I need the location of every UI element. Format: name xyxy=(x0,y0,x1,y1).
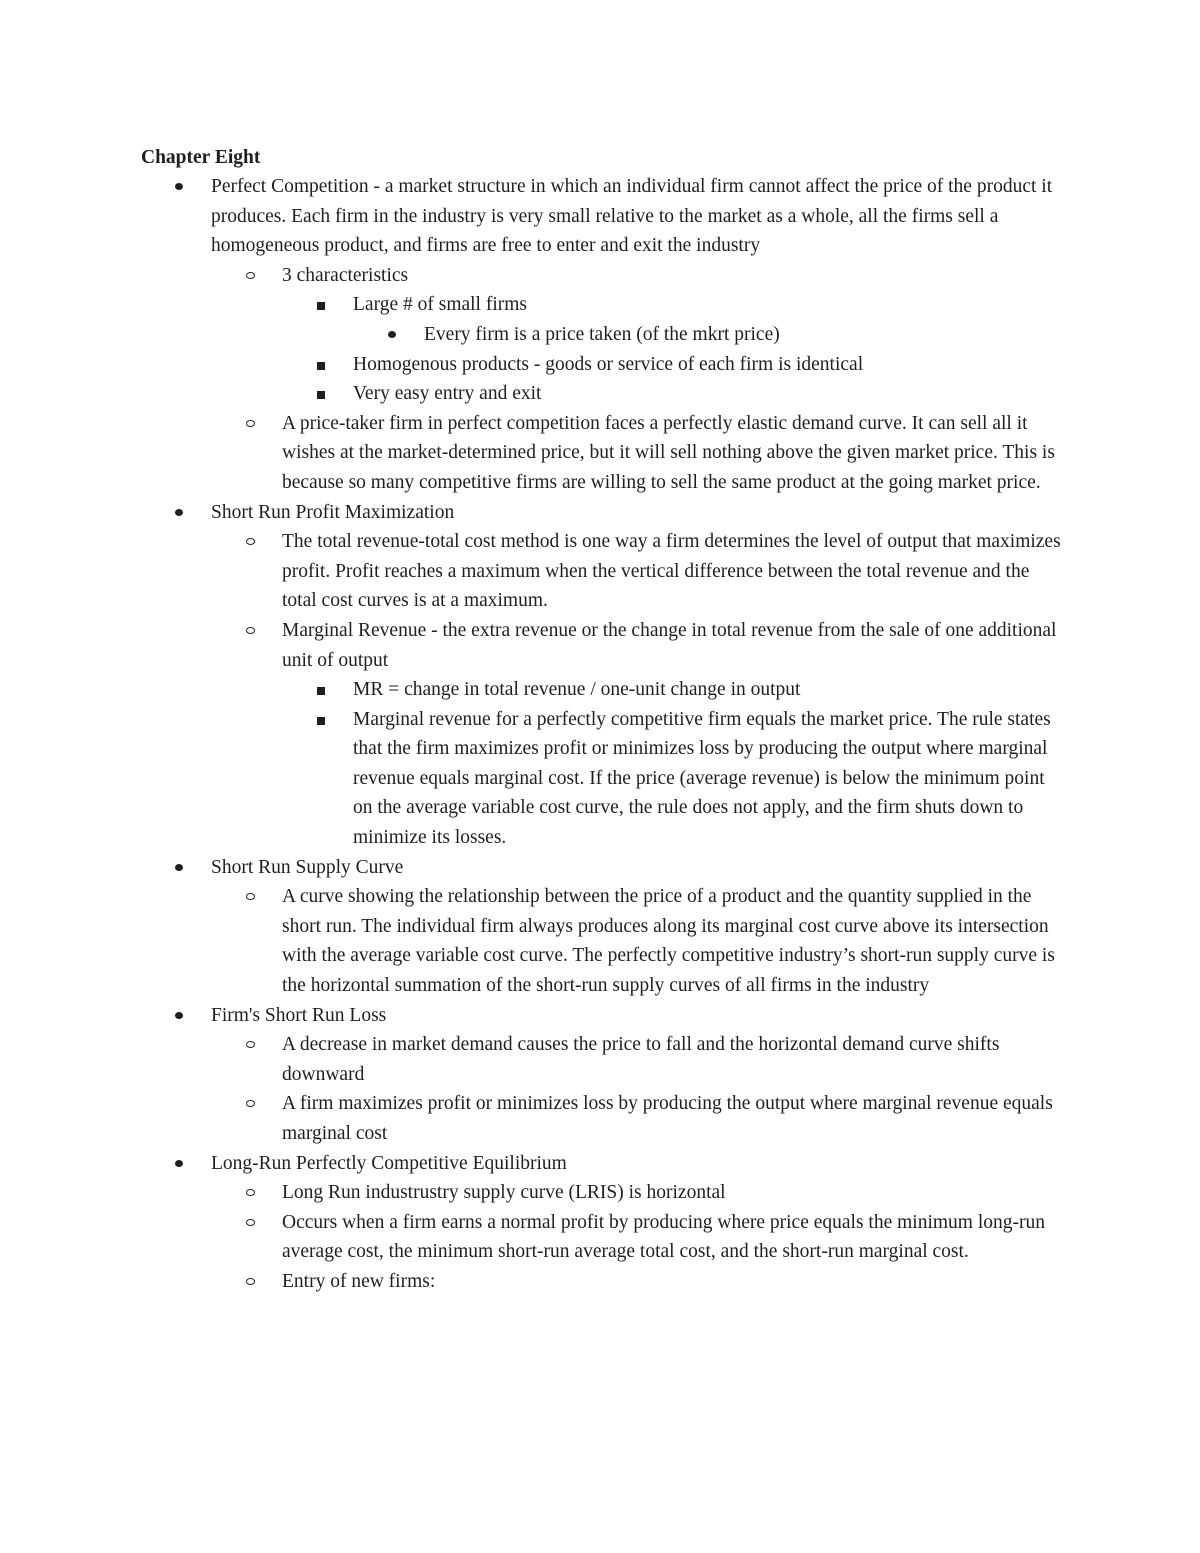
sub-sub-item xyxy=(353,290,1066,349)
nested-list xyxy=(211,1178,1066,1296)
sub-item xyxy=(282,261,1066,409)
item-text: The total revenue-total cost method is one way a firm determines the level of output that maximizes profit. Profit reaches a maximum when the vertical difference between the total revenue and the total cost curves is at a maximum. xyxy=(282,531,1061,612)
square-bullet-icon xyxy=(317,362,325,370)
disc-bullet-icon xyxy=(175,183,183,190)
circle-bullet-icon xyxy=(246,1100,255,1107)
nested-list xyxy=(211,527,1066,853)
circle-bullet-icon xyxy=(246,1041,255,1048)
item-text: Occurs when a firm earns a normal profit by producing where price equals the minimum long-run average cost, the minimum short-run average total cost, and the short-run marginal cost. xyxy=(282,1211,1045,1263)
item-text: A curve showing the relationship between the price of a product and the quantity supplied in the short run. The individual firm always produces along its marginal cost curve above its intersection with the average variable cost curve. The perfectly competitive industry’s short-run supply curve is the horizontal summation of the short-run supply curves of all firms in the industry xyxy=(282,886,1055,997)
sub-item xyxy=(282,409,1066,498)
circle-bullet-icon xyxy=(246,420,255,427)
item-text: 3 characteristics xyxy=(282,264,409,286)
sub-item xyxy=(282,1267,1066,1297)
sub-item xyxy=(282,616,1066,853)
bullet-item xyxy=(211,172,1066,498)
item-text: Homogenous products - goods or service of each firm is identical xyxy=(353,353,864,375)
circle-bullet-icon xyxy=(246,1278,255,1285)
item-text: Very easy entry and exit xyxy=(353,383,542,405)
sub-item xyxy=(282,882,1066,1000)
circle-bullet-icon xyxy=(246,627,255,634)
item-text: Short Run Supply Curve xyxy=(211,856,404,878)
nested-list xyxy=(211,1030,1066,1148)
item-text: Long Run industrustry supply curve (LRIS) is horizontal xyxy=(282,1182,726,1204)
item-text: Firm's Short Run Loss xyxy=(211,1004,387,1026)
sub-sub-sub-item xyxy=(424,320,1066,350)
item-text: A price-taker firm in perfect competition faces a perfectly elastic demand curve. It can sell all it wishes at the market-determined price, but it will sell nothing above the given market price. This is because so many competitive firms are willing to sell the same product at the going market price. xyxy=(282,412,1055,493)
disc-bullet-icon xyxy=(388,331,396,338)
nested-list xyxy=(211,882,1066,1000)
item-text: Marginal Revenue - the extra revenue or the change in total revenue from the sale of one additional unit of output xyxy=(282,619,1057,671)
outline-list xyxy=(0,172,1200,1297)
bullet-item xyxy=(211,1149,1066,1297)
sub-item xyxy=(282,527,1066,616)
item-text: A firm maximizes profit or minimizes loss by producing the output where marginal revenue equals marginal cost xyxy=(282,1093,1053,1144)
bullet-item xyxy=(211,498,1066,853)
square-bullet-icon xyxy=(317,391,325,399)
sub-item xyxy=(282,1178,1066,1208)
sub-item xyxy=(282,1208,1066,1267)
square-bullet-icon xyxy=(317,687,325,695)
disc-bullet-icon xyxy=(175,1160,183,1167)
sub-item xyxy=(282,1030,1066,1089)
item-text: Perfect Competition - a market structure in which an individual firm cannot affect the price of the product it produces. Each firm in the industry is very small relative to the market as a whole, all the firms sell a homogeneous product, and firms are free to enter and exit the industry xyxy=(211,176,1053,257)
circle-bullet-icon xyxy=(246,538,255,545)
chapter-title: Chapter Eight xyxy=(141,147,261,168)
disc-bullet-icon xyxy=(175,864,183,871)
circle-bullet-icon xyxy=(246,1189,255,1196)
nested-list xyxy=(282,675,1066,853)
item-text: A decrease in market demand causes the price to fall and the horizontal demand curve shifts downward xyxy=(282,1034,1000,1085)
sub-sub-item xyxy=(353,350,1066,380)
sub-sub-item xyxy=(353,379,1066,409)
item-text: Marginal revenue for a perfectly competitive firm equals the market price. The rule states that the firm maximizes profit or minimizes loss by producing the output where marginal revenue equals marginal cost. If the price (average revenue) is below the minimum point on the average variable cost curve, the rule does not apply, and the firm shuts down to minimize its losses. xyxy=(353,708,1051,849)
nested-list xyxy=(353,320,1066,350)
item-text: Long-Run Perfectly Competitive Equilibrium xyxy=(211,1152,567,1174)
item-text: Entry of new firms: xyxy=(282,1270,436,1292)
item-text: Short Run Profit Maximization xyxy=(211,501,455,523)
bullet-item xyxy=(211,1001,1066,1149)
sub-sub-item xyxy=(353,675,1066,705)
item-text: Every firm is a price taken (of the mkrt price) xyxy=(424,323,780,345)
disc-bullet-icon xyxy=(175,509,183,516)
nested-list xyxy=(282,290,1066,408)
sub-sub-item xyxy=(353,705,1066,853)
item-text: Large # of small firms xyxy=(353,294,528,316)
circle-bullet-icon xyxy=(246,1219,255,1226)
square-bullet-icon xyxy=(317,717,325,725)
bullet-item xyxy=(211,853,1066,1001)
nested-list xyxy=(211,261,1066,498)
sub-item xyxy=(282,1089,1066,1148)
circle-bullet-icon xyxy=(246,272,255,279)
disc-bullet-icon xyxy=(175,1012,183,1019)
item-text: MR = change in total revenue / one-unit change in output xyxy=(353,679,801,701)
circle-bullet-icon xyxy=(246,893,255,900)
square-bullet-icon xyxy=(317,302,325,310)
